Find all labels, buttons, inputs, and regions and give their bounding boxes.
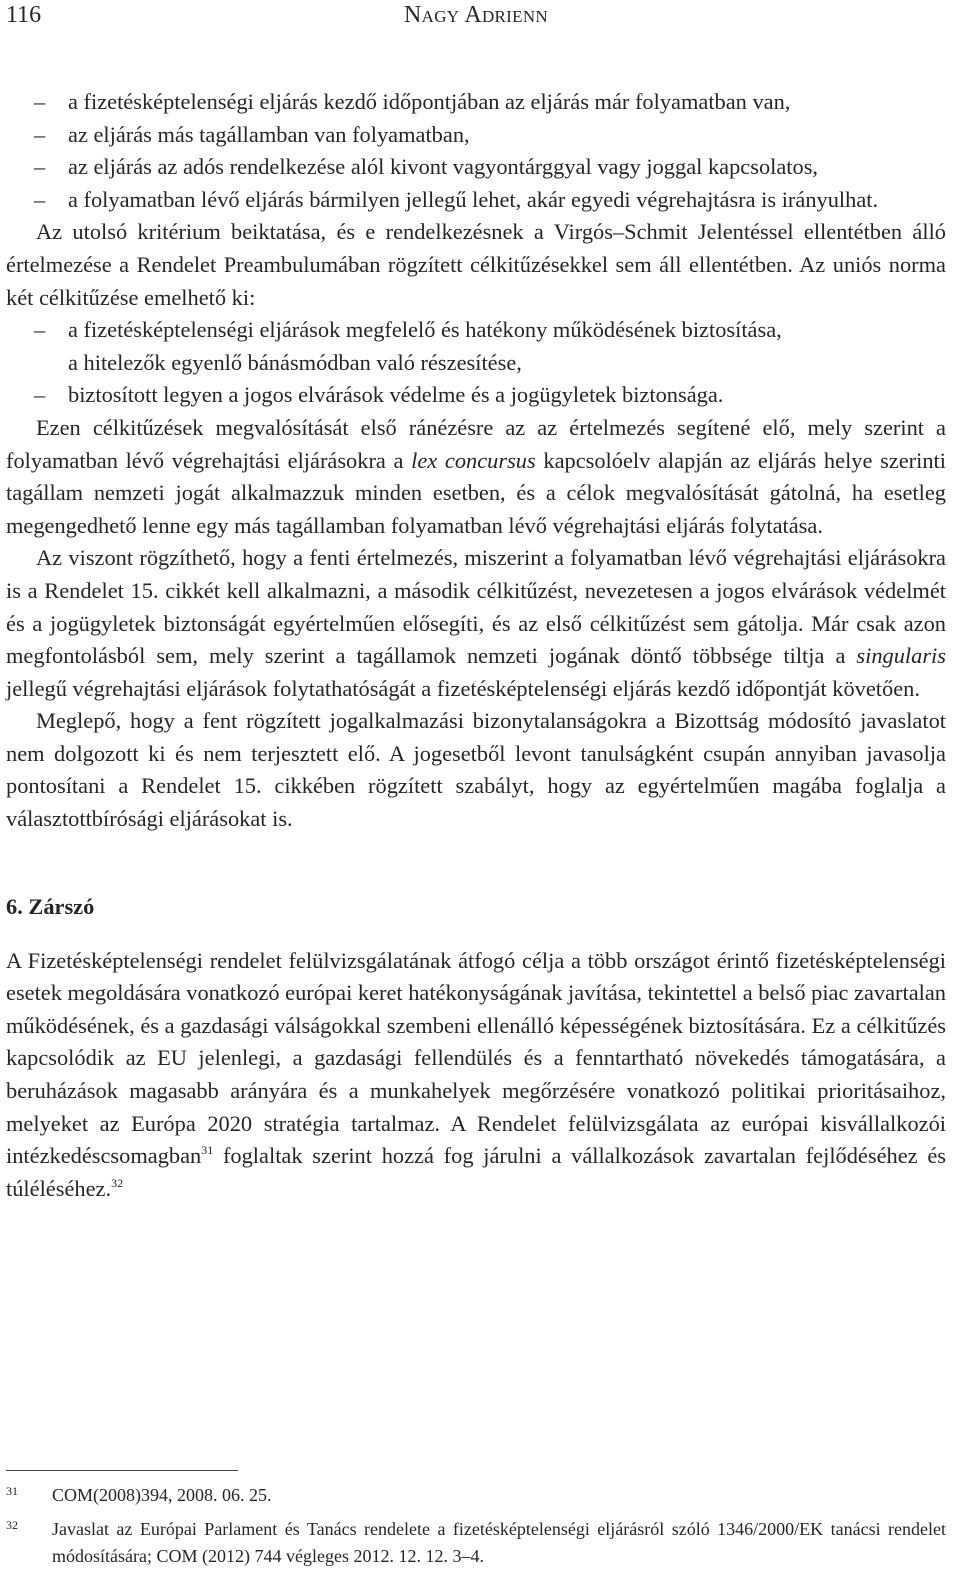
list-item: a hitelezők egyenlő bánásmódban való részesítése, bbox=[68, 349, 522, 375]
footnote-number: 31 bbox=[6, 1484, 18, 1498]
footnote bbox=[6, 1516, 946, 1570]
dash-bullet: – bbox=[34, 186, 46, 212]
list-item: – az eljárás az adós rendelkezése alól kivont vagyontárggyal vagy joggal kapcsolatos, bbox=[6, 151, 946, 184]
italic-term: lex concursus bbox=[411, 447, 536, 473]
criteria-list bbox=[6, 86, 946, 216]
footnote-ref[interactable]: 32 bbox=[111, 1175, 124, 1190]
paragraph: Ezen célkitűzések megvalósítását első ránézésre az az értelmezés segítené elő, mely szerint a folyamatban lévő végrehajtási eljárásokra a lex concursus kapcsolóelv alapján az eljárás helye szerinti tagállam nemzeti jogát alkalmazzuk minden esetben, és a célok megvalósítását gátolná, ha esetleg megengedhető lenne egy más tagállamban folyamatban lévő végrehajtási eljárás folytatása. bbox=[6, 414, 946, 538]
body-text bbox=[6, 86, 946, 1205]
footnote-separator bbox=[6, 1470, 238, 1471]
list-item: – a fizetésképtelenségi eljárás kezdő időpontjában az eljárás már folyamatban van, bbox=[6, 86, 946, 119]
footnote bbox=[6, 1482, 946, 1509]
running-head: Nagy Adrienn bbox=[404, 2, 548, 28]
list-item: – a fizetésképtelenségi eljárások megfelelő és hatékony működésének biztosítása, bbox=[6, 314, 946, 347]
paragraph: A Fizetésképtelenségi rendelet felülvizsgálatának átfogó célja a több országot érintő fizetésképtelenségi esetek megoldására vonatkozó európai keret hatékonyságának javítása, tekintettel a belső piac zavartalan működésének, és a gazdasági válságokkal szembeni ellenálló képességének biztosítására. Ez a célkitűzés kapcsolódik az EU jelenlegi, a gazdasági fellendülés és a fenntartható növekedés támogatására, a beruházások magasabb arányára és a munkahelyek megőrzésére vonatkozó politikai prioritásaihoz, melyeket az Európa 2020 stratégia tartalmaz. A Rendelet felülvizsgálata az európai kisvállalkozói intézkedéscsomagban$^{31}$ foglaltak szerint hozzá fog járulni a vállalkozások zavartalan fejlődéséhez és túléléséhez.$^{32}$ bbox=[6, 947, 946, 1201]
footnote-text: Javaslat az Európai Parlament és Tanács rendelete a fizetésképtelenségi eljárásról szóló 1346/2000/EK tanácsi rendelet módosítására; COM (2012) 744 végleges 2012. 12. 12. 3–4. bbox=[52, 1519, 946, 1566]
objectives-list bbox=[6, 314, 946, 412]
paragraph: Az utolsó kritérium beiktatása, és e rendelkezésnek a Virgós–Schmit Jelentéssel ellentétben álló értelmezése a Rendelet Preambulumában rögzített célkitűzésekkel sem áll ellentétben. Az uniós norma két célkitűzése emelhető ki: bbox=[6, 219, 946, 310]
footnote-ref[interactable]: 31 bbox=[201, 1143, 214, 1158]
list-item: – biztosított legyen a jogos elvárások védelme és a jogügyletek biztonsága. bbox=[6, 379, 946, 412]
dash-bullet: – bbox=[34, 317, 46, 343]
dash-bullet: – bbox=[34, 89, 46, 114]
footnote-number: 32 bbox=[6, 1518, 18, 1532]
footnote-text: COM(2008)394, 2008. 06. 25. bbox=[52, 1485, 272, 1505]
dash-bullet: – bbox=[34, 154, 46, 180]
page-number: 116 bbox=[6, 2, 42, 28]
paragraph: Az viszont rögzíthető, hogy a fenti értelmezés, miszerint a folyamatban lévő végrehajtási eljárásokra is a Rendelet 15. cikkét kell alkalmazni, a második célkitűzést, nevezetesen a jogos elvárások védelmét és a jogügyletek biztonságát egyértelműen elősegíti, és az első célkitűzést sem gátolja. Már csak azon megfontolásból sem, mely szerint a tagállamok nemzeti jogának döntő többsége tiltja a singularis jellegű végrehajtási eljárások folytathatóságát a fizetésképtelenségi eljárás kezdő időpontját követően. bbox=[6, 545, 946, 701]
paragraph: Meglepő, hogy a fent rögzített jogalkalmazási bizonytalanságokra a Bizottság módosító javaslatot nem dolgozott ki és nem terjesztett elő. A jogesetből levont tanulságként csupán annyiban javasolja pontosítani a Rendelet 15. cikkében rögzített szabályt, hogy az egyértelműen magába foglalja a választottbírósági eljárásokat is. bbox=[6, 708, 946, 832]
page-header bbox=[6, 2, 946, 32]
footnotes bbox=[6, 1482, 946, 1577]
dash-bullet: – bbox=[34, 121, 46, 147]
section-heading: 6. Zárszó bbox=[6, 893, 95, 919]
dash-bullet: – bbox=[34, 382, 46, 408]
list-item: – a folyamatban lévő eljárás bármilyen jellegű lehet, akár egyedi végrehajtásra is irányulhat. bbox=[6, 184, 946, 217]
italic-term: singularis bbox=[856, 643, 946, 669]
list-item: – az eljárás más tagállamban van folyamatban, bbox=[6, 119, 946, 152]
